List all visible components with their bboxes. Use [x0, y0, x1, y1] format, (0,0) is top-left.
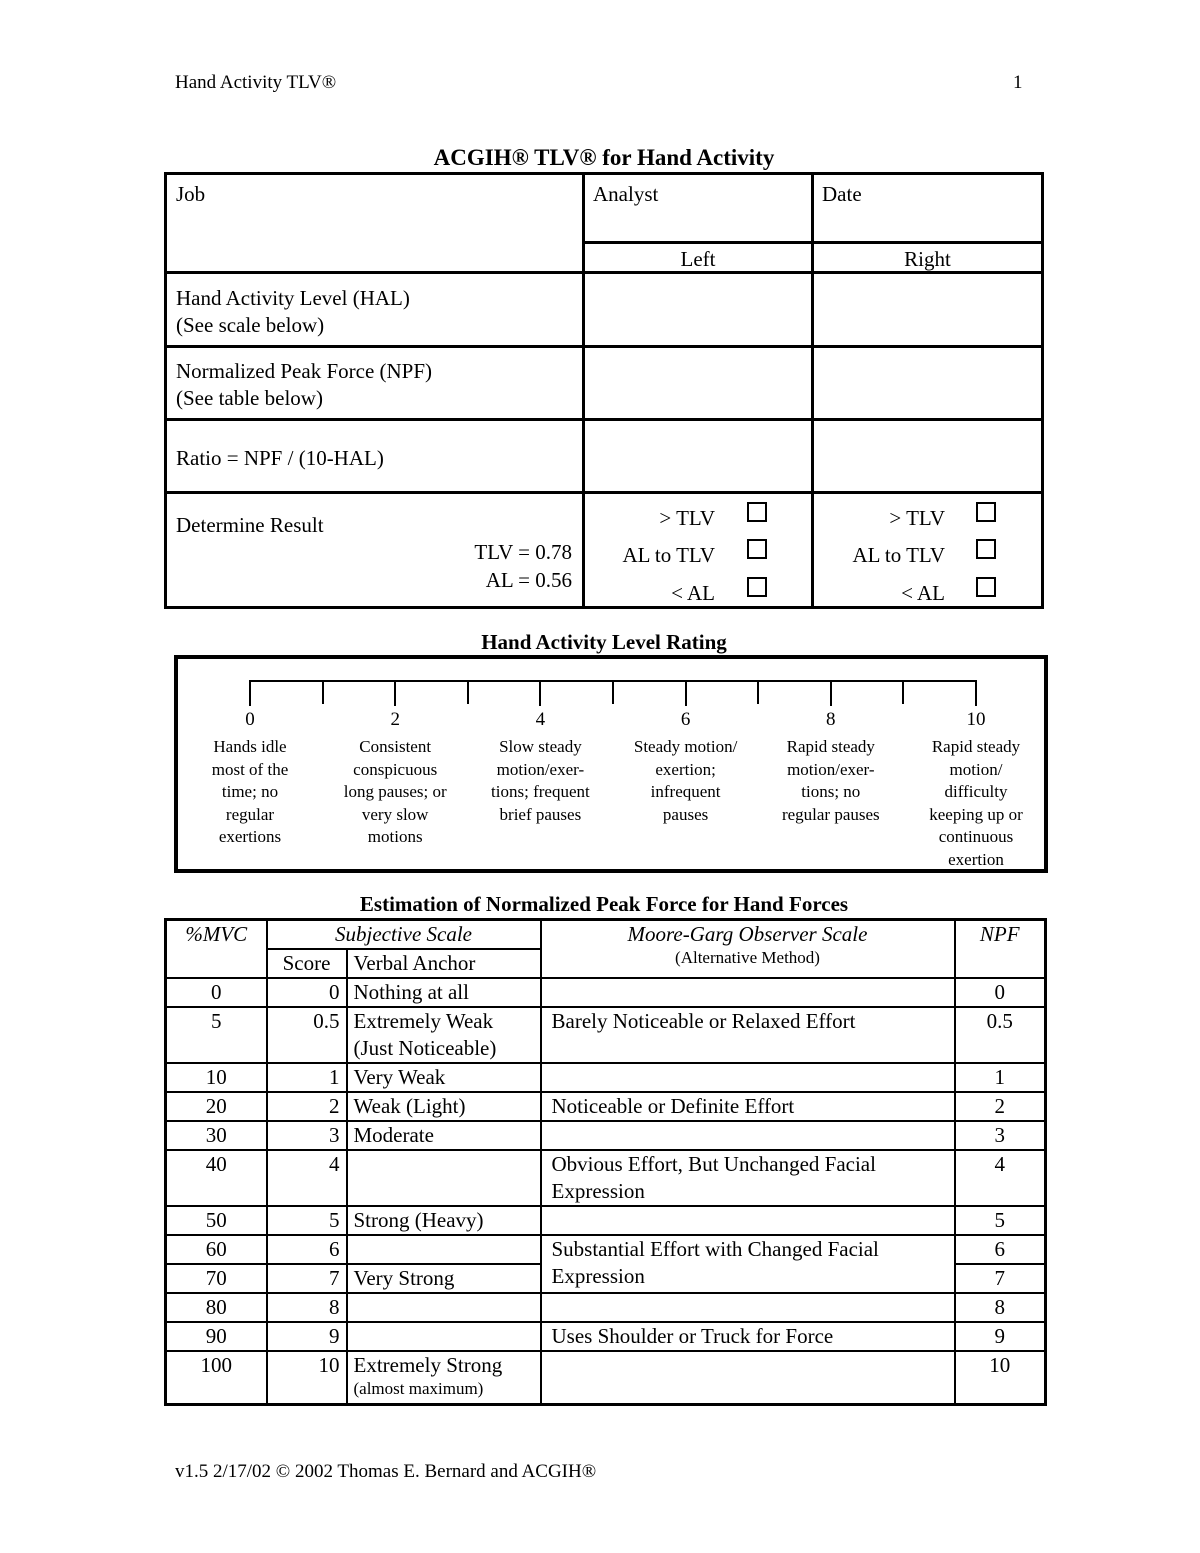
- mvc-cell: 70: [166, 1264, 267, 1293]
- scale-level-description: Rapid steady motion/exer- tions; no regular pauses: [781, 737, 880, 824]
- left-opt-lt-al: < AL: [671, 581, 715, 605]
- score-cell: 9: [267, 1322, 347, 1351]
- npf-table: [164, 918, 1047, 1406]
- table-row: [166, 1150, 1046, 1206]
- page-number: 1: [1013, 72, 1023, 93]
- verbal-anchor-header: Verbal Anchor: [347, 949, 541, 978]
- moore-garg-cell: [541, 1121, 955, 1150]
- scale-level-value: 10: [966, 709, 986, 730]
- scale-level-value: 6: [680, 709, 691, 730]
- moore-garg-cell: [541, 1206, 955, 1235]
- score-cell: 8: [267, 1293, 347, 1322]
- npf-cell: 10: [955, 1351, 1046, 1404]
- form-title: ACGIH® TLV® for Hand Activity: [433, 145, 775, 170]
- npf-cell: 0.5: [955, 1007, 1046, 1063]
- npf-cell: 2: [955, 1092, 1046, 1121]
- left-opt-gt-tlv: > TLV: [659, 506, 715, 530]
- running-header: Hand Activity TLV®: [175, 72, 337, 93]
- verbal-anchor-cell: [347, 1293, 541, 1322]
- score-cell: 10: [267, 1351, 347, 1404]
- mvc-cell: 0: [166, 978, 267, 1007]
- npf-cell: 9: [955, 1322, 1046, 1351]
- mvc-cell: 5: [166, 1007, 267, 1063]
- scale-level-value: 8: [826, 709, 836, 730]
- npf-cell: 8: [955, 1293, 1046, 1322]
- verbal-anchor-cell: Very Weak: [347, 1063, 541, 1092]
- verbal-anchor-cell: Strong (Heavy): [347, 1206, 541, 1235]
- score-cell: 0: [267, 978, 347, 1007]
- job-label: Job: [176, 182, 206, 206]
- scale-tick: [322, 680, 324, 704]
- score-cell: 5: [267, 1206, 347, 1235]
- table-row: [166, 1206, 1046, 1235]
- table-row: [166, 1235, 1046, 1264]
- verbal-anchor-cell: [347, 1235, 541, 1264]
- npf-cell: 1: [955, 1063, 1046, 1092]
- right-opt-al-to-tlv: AL to TLV: [852, 543, 945, 567]
- npf-row-label: Normalized Peak Force (NPF) (See table below): [176, 359, 433, 410]
- npf-cell: 4: [955, 1150, 1046, 1206]
- moore-garg-cell: [541, 1063, 955, 1092]
- mvc-cell: 50: [166, 1206, 267, 1235]
- moore-garg-cell: [541, 1293, 955, 1322]
- scale-tick: [830, 680, 832, 706]
- verbal-anchor-cell: [347, 1322, 541, 1351]
- right-column-header: Right: [904, 247, 951, 271]
- table-row: [166, 1063, 1046, 1092]
- moore-garg-header: Moore-Garg Observer Scale (Alternative Method): [541, 920, 955, 979]
- moore-garg-cell: Barely Noticeable or Relaxed Effort: [541, 1007, 955, 1063]
- analyst-label: Analyst: [593, 182, 659, 206]
- hal-row-label: Hand Activity Level (HAL) (See scale below): [176, 286, 410, 337]
- footer-copyright: v1.5 2/17/02 © 2002 Thomas E. Bernard and ACGIH®: [175, 1461, 597, 1482]
- scale-tick: [975, 680, 977, 706]
- score-cell: 0.5: [267, 1007, 347, 1063]
- moore-garg-cell: Noticeable or Definite Effort: [541, 1092, 955, 1121]
- mvc-cell: 60: [166, 1235, 267, 1264]
- moore-garg-cell: Uses Shoulder or Truck for Force: [541, 1322, 955, 1351]
- npf-cell: 3: [955, 1121, 1046, 1150]
- scale-level-description: Steady motion/ exertion; infrequent pauses: [633, 737, 738, 824]
- score-cell: 1: [267, 1063, 347, 1092]
- npf-cell: 6: [955, 1235, 1046, 1264]
- mvc-cell: 10: [166, 1063, 267, 1092]
- score-cell: 2: [267, 1092, 347, 1121]
- scale-tick: [902, 680, 904, 704]
- table-row: [166, 1293, 1046, 1322]
- score-cell: 3: [267, 1121, 347, 1150]
- table-row: [166, 1351, 1046, 1404]
- verbal-anchor-cell: [347, 1150, 541, 1206]
- scale-level-value: 4: [535, 709, 546, 730]
- right-al-to-tlv-checkbox[interactable]: [976, 539, 996, 559]
- scale-tick: [612, 680, 614, 704]
- score-cell: 7: [267, 1264, 347, 1293]
- mvc-header: %MVC: [166, 920, 267, 979]
- table-row: [166, 1121, 1046, 1150]
- date-label: Date: [822, 182, 862, 206]
- al-threshold: AL = 0.56: [485, 568, 572, 592]
- table-row: [166, 1092, 1046, 1121]
- left-column-header: Left: [680, 247, 716, 271]
- tlv-threshold: TLV = 0.78: [474, 540, 572, 564]
- hal-rating-scale: [174, 655, 1048, 873]
- scale-level-value: 2: [390, 709, 400, 730]
- subjective-scale-header: Subjective Scale: [267, 920, 541, 950]
- verbal-anchor-cell: Weak (Light): [347, 1092, 541, 1121]
- right-gt-tlv-checkbox[interactable]: [976, 502, 996, 522]
- npf-header: NPF: [955, 920, 1046, 979]
- moore-garg-cell: [541, 1351, 955, 1404]
- verbal-anchor-cell: Extremely Weak (Just Noticeable): [347, 1007, 541, 1063]
- mvc-cell: 80: [166, 1293, 267, 1322]
- table-row: [166, 978, 1046, 1007]
- mvc-cell: 40: [166, 1150, 267, 1206]
- verbal-anchor-cell: Extremely Strong (almost maximum): [347, 1351, 541, 1404]
- left-gt-tlv-checkbox[interactable]: [747, 502, 767, 522]
- scale-tick: [467, 680, 469, 704]
- tlv-form: [164, 172, 1044, 609]
- npf-cell: 0: [955, 978, 1046, 1007]
- verbal-anchor-cell: Very Strong: [347, 1264, 541, 1293]
- score-header: Score: [267, 949, 347, 978]
- left-al-to-tlv-checkbox[interactable]: [747, 539, 767, 559]
- scale-level-description: Slow steady motion/exer- tions; frequent brief pauses: [491, 737, 590, 824]
- scale-tick: [394, 680, 396, 706]
- npf-cell: 5: [955, 1206, 1046, 1235]
- left-lt-al-checkbox[interactable]: [747, 577, 767, 597]
- npf-cell: 7: [955, 1264, 1046, 1293]
- left-opt-al-to-tlv: AL to TLV: [622, 543, 715, 567]
- ratio-row-label: Ratio = NPF / (10-HAL): [176, 446, 384, 470]
- scale-level-description: Rapid steady motion/ difficulty keeping up or continuous exertion: [929, 737, 1023, 869]
- right-opt-gt-tlv: > TLV: [889, 506, 945, 530]
- mvc-cell: 30: [166, 1121, 267, 1150]
- score-cell: 4: [267, 1150, 347, 1206]
- scale-level-description: Consistent conspicuous long pauses; or very slow motions: [343, 737, 447, 847]
- moore-garg-cell: Substantial Effort with Changed Facial Expression: [541, 1235, 955, 1293]
- scale-tick: [539, 680, 541, 706]
- scale-tick: [249, 680, 251, 706]
- verbal-anchor-cell: Nothing at all: [347, 978, 541, 1007]
- score-cell: 6: [267, 1235, 347, 1264]
- npf-table-title: Estimation of Normalized Peak Force for Hand Forces: [359, 892, 849, 916]
- mvc-cell: 20: [166, 1092, 267, 1121]
- right-opt-lt-al: < AL: [901, 581, 945, 605]
- table-row: [166, 1322, 1046, 1351]
- scale-tick: [757, 680, 759, 704]
- verbal-anchor-cell: Moderate: [347, 1121, 541, 1150]
- result-row-label: Determine Result: [176, 513, 324, 537]
- scale-level-value: 0: [245, 709, 255, 730]
- right-lt-al-checkbox[interactable]: [976, 577, 996, 597]
- mvc-cell: 100: [166, 1351, 267, 1404]
- moore-garg-cell: [541, 978, 955, 1007]
- scale-tick: [685, 680, 687, 706]
- mvc-cell: 90: [166, 1322, 267, 1351]
- moore-garg-cell: Obvious Effort, But Unchanged Facial Expression: [541, 1150, 955, 1206]
- table-row: [166, 1007, 1046, 1063]
- hal-scale-title: Hand Activity Level Rating: [481, 630, 727, 654]
- scale-level-description: Hands idle most of the time; no regular exertions: [211, 737, 289, 847]
